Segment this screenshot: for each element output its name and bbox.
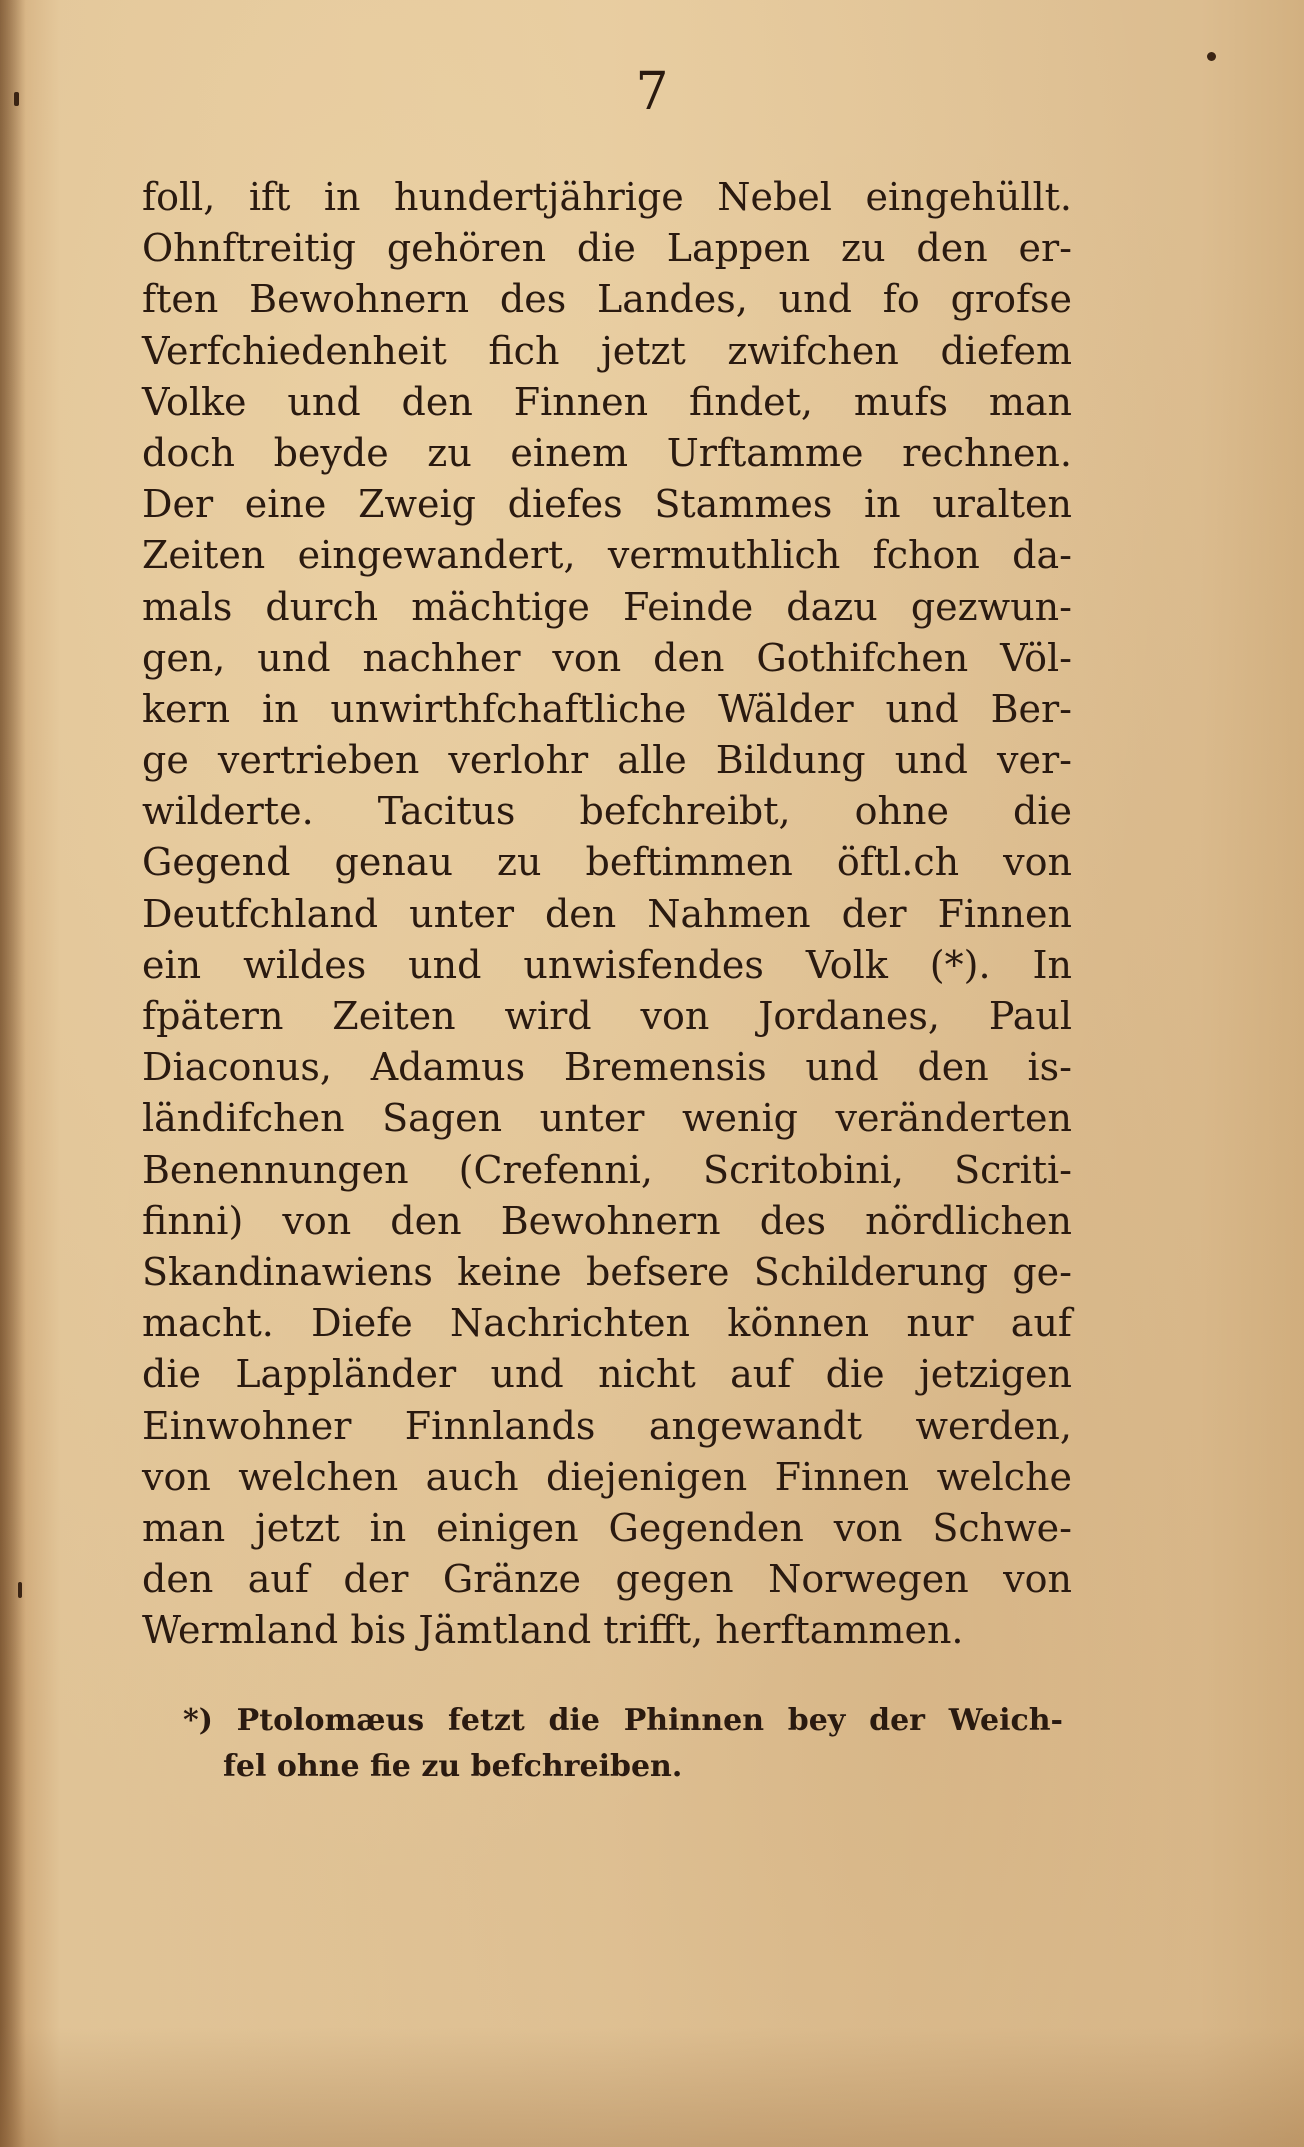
- text-line: wilderte. Tacitus befchreibt, ohne die: [142, 789, 1072, 834]
- text-line: Skandinawiens keine befsere Schilderung ge-: [142, 1249, 1072, 1294]
- text-line: mals durch mächtige Feinde dazu gezwun-: [142, 584, 1072, 629]
- text-line: Volke und den Finnen findet, mufs man: [142, 379, 1072, 424]
- footnote-line: *) Ptolomæus fetzt die Phinnen bey der Weich-: [183, 1703, 1063, 1738]
- text-line: foll, ift in hundertjährige Nebel eingehüllt.: [142, 175, 1072, 219]
- text-line: doch beyde zu einem Urftamme rechnen.: [142, 430, 1072, 475]
- text-line: Der eine Zweig diefes Stammes in uralten: [142, 482, 1072, 527]
- text-line: Wermland bis Jämtland trifft, herftammen.: [142, 1608, 964, 1653]
- text-line: Einwohner Finnlands angewandt werden,: [142, 1403, 1072, 1448]
- text-line: Deutfchland unter den Nahmen der Finnen: [142, 891, 1072, 936]
- text-line: gen, und nachher von den Gothifchen Völ-: [142, 635, 1072, 680]
- ink-speck: [1207, 52, 1216, 61]
- text-line: macht. Diefe Nachrichten können nur auf: [142, 1301, 1072, 1346]
- text-line: man jetzt in einigen Gegenden von Schwe-: [142, 1505, 1072, 1550]
- ink-speck: [14, 92, 19, 106]
- page-stain: [0, 2027, 1304, 2147]
- text-line: Gegend genau zu beftimmen öftl.ch von: [142, 840, 1072, 885]
- binding-shadow: [0, 0, 26, 2147]
- text-line: kern in unwirthfchaftliche Wälder und Ber-: [142, 686, 1072, 731]
- text-line: den auf der Gränze gegen Norwegen von: [142, 1557, 1072, 1602]
- text-line: ein wildes und unwisfendes Volk (*). In: [142, 942, 1072, 987]
- footnote: [183, 1698, 1063, 1790]
- text-line: von welchen auch diejenigen Finnen welche: [142, 1454, 1072, 1499]
- footnote-line: fel ohne fie zu befchreiben.: [223, 1749, 683, 1784]
- body-text: [142, 172, 1072, 1656]
- text-line: ften Bewohnern des Landes, und fo grofse: [142, 277, 1072, 322]
- page-number: 7: [635, 62, 669, 122]
- text-line: Diaconus, Adamus Bremensis und den is-: [142, 1045, 1072, 1090]
- text-line: Ohnftreitig gehören die Lappen zu den er-: [142, 226, 1072, 271]
- text-line: ge vertrieben verlohr alle Bildung und ver-: [142, 738, 1072, 783]
- ink-speck: [18, 1582, 22, 1598]
- text-line: Verfchiedenheit fich jetzt zwifchen diefem: [142, 328, 1072, 373]
- text-line: Zeiten eingewandert, vermuthlich fchon da-: [142, 533, 1072, 578]
- text-line: die Lappländer und nicht auf die jetzigen: [142, 1352, 1072, 1397]
- text-line: finni) von den Bewohnern des nördlichen: [142, 1198, 1072, 1243]
- text-line: fpätern Zeiten wird von Jordanes, Paul: [142, 994, 1072, 1038]
- text-line: Benennungen (Crefenni, Scritobini, Scriti-: [142, 1147, 1072, 1192]
- text-line: ländifchen Sagen unter wenig veränderten: [142, 1096, 1072, 1141]
